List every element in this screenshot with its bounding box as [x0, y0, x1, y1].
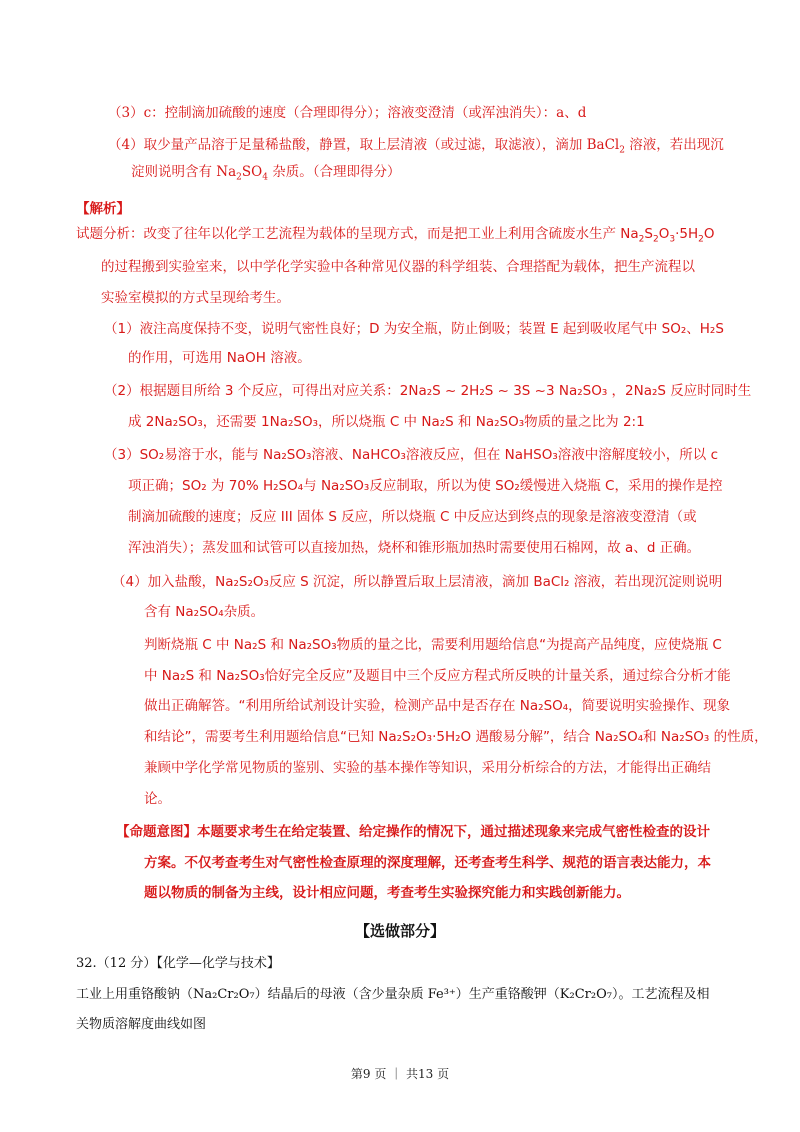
subscript: 2	[619, 145, 625, 156]
answer-text: 杂质。（合理即得分）	[267, 164, 401, 180]
subscript: 3	[669, 234, 676, 245]
answer-text: （4）取少量产品溶于足量稀盐酸，静置，取上层清液（或过滤，取滤液），滴加 BaCl	[108, 137, 620, 153]
analysis-p2-line1: （2）根据题目所给 3 个反应，可得出对应关系：2Na₂S ~ 2H₂S ~ 3S ~3 Na₂SO₃ ，2Na₂S 反应时同时生	[104, 383, 752, 399]
analysis-p3-line3: 制滴加硫酸的速度；反应 III 固体 S 反应，所以烧瓶 C 中反应达到终点的现象是溶液变澄清（或	[128, 509, 697, 525]
analysis-text: O	[703, 226, 715, 242]
answer-text: SO	[241, 164, 263, 180]
answer-text: 淀则说明含有 Na	[131, 164, 237, 180]
analysis-intro-line3: 实验室模拟的方式呈现给考生。	[101, 290, 290, 306]
analysis-intro-line1	[76, 225, 715, 243]
analysis-p4-line2: 含有 Na₂SO₄杂质。	[144, 604, 265, 620]
answer-text: 溶液，若出现沉	[624, 137, 724, 153]
intent-line1: 【命题意图】本题要求考生在给定装置、给定操作的情况下，通过描述现象来完成气密性检查的设计	[116, 824, 710, 840]
analysis-judge-line1: 判断烧瓶 C 中 Na₂S 和 Na₂SO₃物质的量之比，需要利用题给信息“为提高产品纯度，应使烧瓶 C	[144, 637, 722, 653]
analysis-p3-line1: （3）SO₂易溶于水，能与 Na₂SO₃溶液、NaHCO₃溶液反应，但在 NaHSO₃溶液中溶解度较小，所以 c	[104, 447, 718, 463]
question-32-line1: 工业上用重铬酸钠（Na₂Cr₂O₇）结晶后的母液（含少量杂质 Fe³⁺）生产重铬酸钾（K₂Cr₂O₇）。工艺流程及相	[76, 987, 710, 1002]
analysis-p3-line4: 浑浊消失）；蒸发皿和试管可以直接加热，烧杯和锥形瓶加热时需要使用石棉网，故 a、d 正确。	[128, 540, 701, 556]
analysis-p3-line2: 项正确；SO₂ 为 70% H₂SO₄与 Na₂SO₃反应制取，所以为使 SO₂缓慢进入烧瓶 C，采用的操作是控	[128, 478, 723, 494]
answer-item-4-line1	[108, 136, 724, 154]
subscript: 2	[638, 234, 645, 245]
analysis-text: S	[644, 226, 653, 242]
analysis-text: 试题分析：改变了往年以化学工艺流程为载体的呈现方式，而是把工业上利用含硫废水生产 Na	[76, 226, 639, 242]
analysis-label: 【解析】	[76, 201, 130, 217]
subscript: 4	[262, 172, 268, 183]
analysis-p1-line1: （1）液注高度保持不变，说明气密性良好；D 为安全瓶，防止倒吸；装置 E 起到吸收尾气中 SO₂、H₂S	[104, 321, 724, 337]
analysis-text: ·5H	[675, 226, 699, 242]
analysis-p2-line2: 成 2Na₂SO₃，还需要 1Na₂SO₃，所以烧瓶 C 中 Na₂S 和 Na₂SO₃物质的量之比为 2:1	[128, 414, 645, 430]
answer-item-3-text: （3）c：控制滴加硫酸的速度（合理即得分）；溶液变澄清（或浑浊消失）：a、d	[108, 105, 587, 121]
question-32-line2: 关物质溶解度曲线如图	[76, 1017, 207, 1032]
page-footer: 第9 页 ｜ 共13 页	[350, 1067, 450, 1081]
subscript: 2	[698, 234, 704, 245]
analysis-text: O	[658, 226, 670, 242]
question-32-heading: 32.（12 分）【化学—化学与技术】	[76, 956, 280, 971]
analysis-judge-line5: 兼顾中学化学常见物质的鉴别、实验的基本操作等知识，采用分析综合的方法，才能得出正确结	[144, 760, 711, 776]
answer-item-3	[108, 104, 586, 122]
analysis-judge-line2: 中 Na₂S 和 Na₂SO₃恰好完全反应”及题目中三个反应方程式所反映的计量关系，通过综合分析才能	[144, 668, 731, 684]
analysis-judge-line3: 做出正确解答。“利用所给试剂设计实验，检测产品中是否存在 Na₂SO₄，简要说明实验操作、现象	[144, 698, 731, 714]
intent-line2: 方案。不仅考查考生对气密性检查原理的深度理解，还考查考生科学、规范的语言表达能力，本	[144, 855, 711, 871]
analysis-p1-line2: 的作用，可选用 NaOH 溶液。	[128, 350, 311, 366]
subscript: 2	[652, 234, 659, 245]
analysis-intro-line2: 的过程搬到实验室来，以中学化学实验中各种常见仪器的科学组装、合理搭配为载体，把生产流程以	[101, 259, 695, 275]
answer-item-4-line2	[131, 163, 401, 181]
subscript: 2	[236, 172, 242, 183]
analysis-judge-line4: 和结论”，需要考生利用题给信息“已知 Na₂S₂O₃·5H₂O 遇酸易分解”，结合 Na₂SO₄和 Na₂SO₃ 的性质，	[144, 729, 768, 745]
analysis-p4-line1: （4）加入盐酸，Na₂S₂O₃反应 S 沉淀，所以静置后取上层清液，滴加 BaCl₂ 溶液，若出现沉淀则说明	[112, 574, 723, 590]
watermark: ​	[56, 240, 64, 270]
intent-line3: 题以物质的制备为主线，设计相应问题，考查考生实验探究能力和实践创新能力。	[144, 885, 630, 901]
section-title: 【选做部分】	[354, 922, 445, 940]
analysis-judge-line6: 论。	[144, 791, 171, 807]
